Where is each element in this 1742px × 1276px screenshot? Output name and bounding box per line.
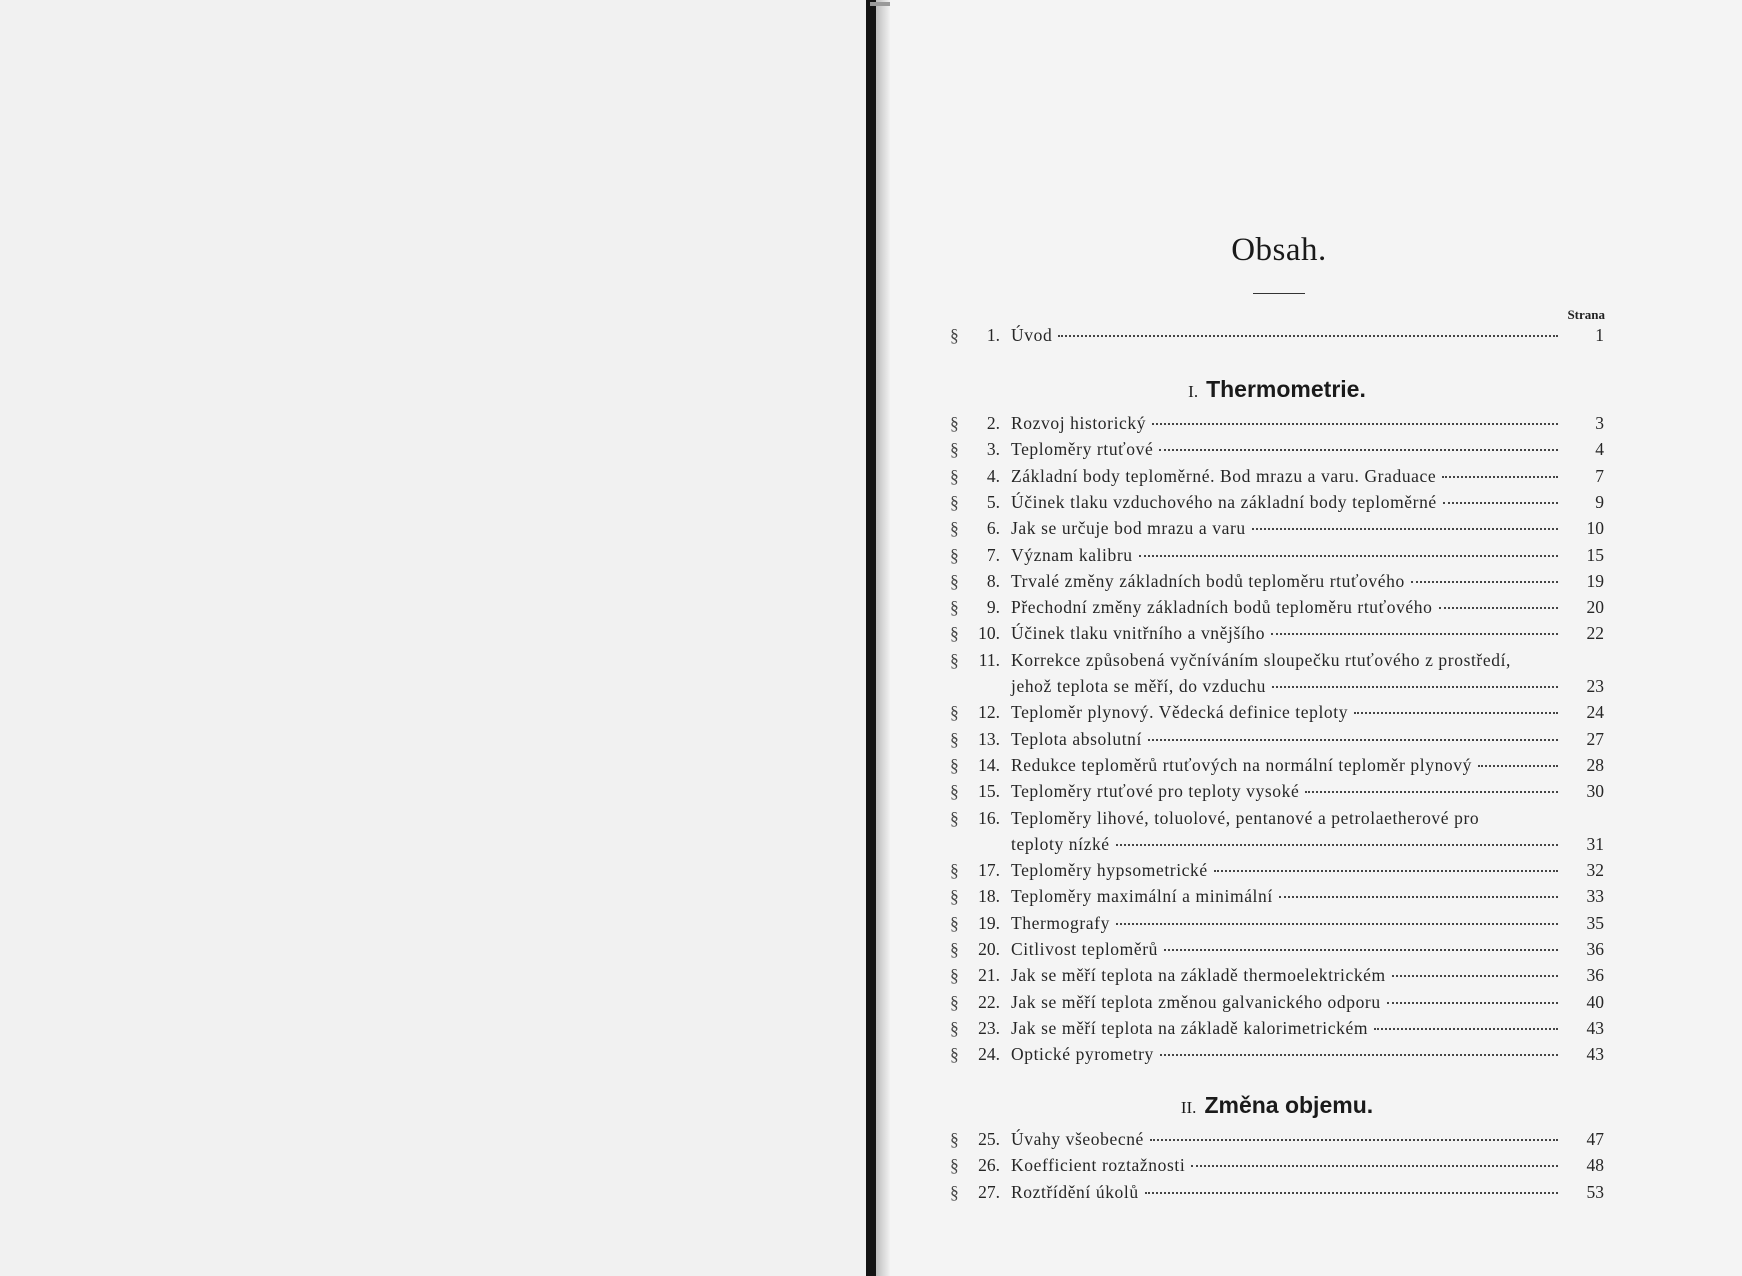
- paragraph-sign: §: [950, 912, 959, 933]
- left-blank-page: [0, 0, 866, 1276]
- entry-number: 5.: [986, 491, 1000, 512]
- entry-page: 28: [1586, 754, 1604, 775]
- entry-number: 14.: [978, 754, 1000, 775]
- entry-number: 4.: [986, 465, 1000, 486]
- entry-page: 31: [1586, 833, 1604, 854]
- toc-entry: [950, 726, 1604, 752]
- paragraph-sign: §: [950, 991, 959, 1012]
- toc-entry: [950, 620, 1604, 646]
- toc-entry: [950, 699, 1604, 725]
- entry-title: Úvahy všeobecné: [1011, 1129, 1144, 1149]
- page-column-label: Strana: [1567, 307, 1605, 322]
- entry-number: 15.: [978, 781, 1000, 802]
- paragraph-sign: §: [950, 886, 959, 907]
- entry-number: 10.: [978, 623, 1000, 644]
- entry-number: 18.: [978, 886, 1000, 907]
- paragraph-sign: §: [950, 439, 959, 460]
- entry-page: 30: [1586, 781, 1604, 802]
- section-title: Změna objemu.: [1204, 1092, 1374, 1118]
- paragraph-sign: §: [950, 465, 959, 486]
- entry-title: Teploměry rtuťové: [1011, 439, 1154, 460]
- entry-title: Teploměry maximální a minimální: [1011, 886, 1273, 907]
- entry-title: Thermografy: [1011, 912, 1110, 933]
- entry-title: Teploměr plynový. Vědecká definice teploty: [1011, 702, 1349, 723]
- leader-dots: [1279, 895, 1558, 898]
- entry-page: 24: [1586, 702, 1604, 723]
- entry-page: 36: [1586, 939, 1604, 959]
- entry-page: 35: [1586, 912, 1604, 933]
- book-spine: [866, 0, 876, 1276]
- leader-dots: [1252, 527, 1558, 530]
- toc-entry: [950, 1041, 1604, 1067]
- leader-dots: [1152, 422, 1558, 425]
- section-heading: [950, 376, 1604, 403]
- entry-number: 19.: [978, 912, 1000, 933]
- leader-dots: [1305, 790, 1558, 793]
- leader-dots: [1150, 1138, 1558, 1141]
- toc-entry: [950, 1126, 1604, 1152]
- toc-entry: [950, 594, 1604, 620]
- entry-title: Koefficient roztažnosti: [1011, 1155, 1186, 1176]
- entry-title: Účinek tlaku vnitřního a vnějšího: [1011, 623, 1266, 644]
- entry-title: jehož teplota se měří, do vzduchu: [1011, 676, 1266, 696]
- entry-title: Přechodní změny základních bodů teploměru rtuťového: [1011, 597, 1433, 618]
- entry-title: Jak se měří teplota změnou galvanického odporu: [1011, 991, 1381, 1012]
- entry-number: 7.: [986, 544, 1000, 565]
- toc-entry: [950, 463, 1604, 489]
- entry-page: 22: [1586, 623, 1604, 644]
- paragraph-sign: §: [950, 570, 959, 591]
- toc-entry: [950, 515, 1604, 541]
- leader-dots: [1387, 1001, 1558, 1004]
- entry-page: 1: [1595, 325, 1604, 345]
- paragraph-sign: §: [950, 860, 959, 881]
- entry-title: Trvalé změny základních bodů teploměru rtuťového: [1011, 570, 1405, 591]
- toc-entry: [950, 542, 1604, 568]
- paragraph-sign: §: [950, 728, 959, 749]
- leader-dots: [1164, 948, 1558, 951]
- leader-dots: [1354, 711, 1558, 714]
- leader-dots: [1160, 1053, 1558, 1056]
- leader-dots: [1478, 764, 1558, 767]
- entry-page: 23: [1586, 676, 1604, 696]
- entry-number: 22.: [978, 991, 1000, 1012]
- section-title: Thermometrie.: [1206, 376, 1366, 402]
- entry-number: 27.: [978, 1181, 1000, 1202]
- toc-entry: [950, 883, 1604, 909]
- paragraph-sign: §: [950, 597, 959, 618]
- toc-entry: [950, 673, 1604, 699]
- entry-title: Jak se měří teplota na základě kalorimetrickém: [1011, 1017, 1369, 1038]
- entry-page: 32: [1586, 860, 1604, 881]
- leader-dots: [1139, 554, 1558, 557]
- entry-title: Jak se určuje bod mrazu a varu: [1011, 518, 1246, 539]
- paragraph-sign: §: [950, 939, 959, 959]
- toc-entry: [950, 989, 1604, 1015]
- toc-entry: [950, 410, 1604, 436]
- entry-number: 21.: [978, 965, 1000, 986]
- entry-number: 2.: [986, 413, 1000, 433]
- paragraph-sign: §: [950, 325, 959, 345]
- toc-entry: [950, 647, 1604, 673]
- entry-page: 7: [1595, 465, 1604, 486]
- paragraph-sign: §: [950, 544, 959, 565]
- toc-entry: [950, 778, 1604, 804]
- entry-number: 26.: [978, 1155, 1000, 1176]
- entry-title: Úvod: [1011, 325, 1053, 345]
- entry-page: 48: [1586, 1155, 1604, 1176]
- section-number: II.: [1180, 1098, 1197, 1117]
- paragraph-sign: §: [950, 649, 959, 670]
- section-heading: [950, 1092, 1604, 1119]
- entry-title: Teploměry lihové, toluolové, pentanové a petrolaetherové pro: [1011, 807, 1480, 828]
- entry-page: 33: [1586, 886, 1604, 907]
- paragraph-sign: §: [950, 518, 959, 539]
- entry-page: 3: [1595, 413, 1604, 433]
- entry-number: 8.: [986, 570, 1000, 591]
- leader-dots: [1148, 738, 1558, 741]
- entry-number: 23.: [978, 1017, 1000, 1038]
- entry-title: Rozvoj historický: [1011, 413, 1147, 433]
- entry-title: Teploměry rtuťové pro teploty vysoké: [1011, 781, 1300, 802]
- entry-page: 43: [1586, 1044, 1604, 1065]
- toc-entry-intro: [950, 322, 1604, 348]
- entry-number: 24.: [978, 1044, 1000, 1065]
- toc-entry: [950, 752, 1604, 778]
- toc-entry: [950, 436, 1604, 462]
- leader-dots: [1058, 334, 1558, 337]
- toc-entry: [950, 936, 1604, 962]
- entry-title: Korrekce způsobená vyčníváním sloupečku rtuťového z prostředí,: [1011, 649, 1512, 670]
- entry-page: 20: [1586, 597, 1604, 618]
- title-rule: [1253, 293, 1305, 294]
- entry-title: Teplota absolutní: [1011, 728, 1142, 749]
- leader-dots: [1392, 974, 1558, 977]
- toc-entry: [950, 1015, 1604, 1041]
- entry-page: 43: [1586, 1017, 1604, 1038]
- entry-page: 53: [1586, 1181, 1604, 1202]
- entry-number: 9.: [986, 597, 1000, 618]
- leader-dots: [1443, 501, 1558, 504]
- leader-dots: [1214, 869, 1558, 872]
- paragraph-sign: §: [950, 781, 959, 802]
- toc-entry: [950, 831, 1604, 857]
- toc-entry: [950, 962, 1604, 988]
- entry-page: 40: [1586, 991, 1604, 1012]
- paragraph-sign: §: [950, 1155, 959, 1176]
- entry-title: Citlivost teploměrů: [1011, 939, 1159, 959]
- entry-page: 10: [1586, 518, 1604, 539]
- spine-shadow: [876, 0, 890, 1276]
- entry-title: Roztřídění úkolů: [1011, 1181, 1139, 1202]
- toc-entry: [950, 857, 1604, 883]
- toc-entry: [950, 805, 1604, 831]
- entry-page: 47: [1586, 1129, 1604, 1149]
- toc-entry: [950, 489, 1604, 515]
- leader-dots: [1374, 1027, 1558, 1030]
- entry-page: 19: [1586, 570, 1604, 591]
- paragraph-sign: §: [950, 1017, 959, 1038]
- leader-dots: [1439, 606, 1558, 609]
- entry-number: 12.: [978, 702, 1000, 723]
- paragraph-sign: §: [950, 413, 959, 433]
- paragraph-sign: §: [950, 807, 959, 828]
- entry-page: 4: [1595, 439, 1604, 460]
- entry-number: 17.: [978, 860, 1000, 881]
- leader-dots: [1271, 632, 1558, 635]
- entry-number: 25.: [978, 1129, 1000, 1149]
- entry-title: Teploměry hypsometrické: [1011, 860, 1208, 881]
- leader-dots: [1159, 448, 1558, 451]
- paragraph-sign: §: [950, 1044, 959, 1065]
- entry-title: Základní body teploměrné. Bod mrazu a varu. Graduace: [1011, 465, 1437, 486]
- toc-entry: [950, 1179, 1604, 1205]
- leader-dots: [1411, 580, 1558, 583]
- page-title: Obsah.: [1231, 232, 1327, 268]
- section-number: I.: [1188, 382, 1199, 401]
- entry-title: Optické pyrometry: [1011, 1044, 1154, 1065]
- leader-dots: [1272, 685, 1558, 688]
- paragraph-sign: §: [950, 1129, 959, 1149]
- entry-number: 13.: [978, 728, 1000, 749]
- entry-number: 1.: [986, 325, 1000, 345]
- paragraph-sign: §: [950, 965, 959, 986]
- entry-page: 9: [1595, 491, 1604, 512]
- entry-page: 36: [1586, 965, 1604, 986]
- entry-number: 16.: [978, 807, 1000, 828]
- leader-dots: [1442, 475, 1558, 478]
- entry-number: 3.: [986, 439, 1000, 460]
- entry-title: Jak se měří teplota na základě thermoelektrickém: [1011, 965, 1386, 986]
- leader-dots: [1191, 1164, 1558, 1167]
- entry-title: Význam kalibru: [1011, 544, 1133, 565]
- entry-page: 15: [1586, 544, 1604, 565]
- entry-title: teploty nízké: [1011, 833, 1110, 854]
- entry-title: Redukce teploměrů rtuťových na normální teploměr plynový: [1011, 754, 1472, 775]
- leader-dots: [1116, 843, 1558, 846]
- entry-number: 6.: [986, 518, 1000, 539]
- toc-entry: [950, 1152, 1604, 1178]
- paragraph-sign: §: [950, 754, 959, 775]
- entry-title: Účinek tlaku vzduchového na základní body teploměrné: [1011, 491, 1437, 512]
- paragraph-sign: §: [950, 1181, 959, 1202]
- toc-entry: [950, 568, 1604, 594]
- entry-number: 20.: [978, 939, 1000, 959]
- paragraph-sign: §: [950, 623, 959, 644]
- leader-dots: [1116, 922, 1558, 925]
- entry-page: 27: [1586, 728, 1604, 749]
- paragraph-sign: §: [950, 702, 959, 723]
- leader-dots: [1145, 1191, 1558, 1194]
- toc-entry: [950, 910, 1604, 936]
- entry-number: 11.: [978, 649, 1000, 670]
- paragraph-sign: §: [950, 491, 959, 512]
